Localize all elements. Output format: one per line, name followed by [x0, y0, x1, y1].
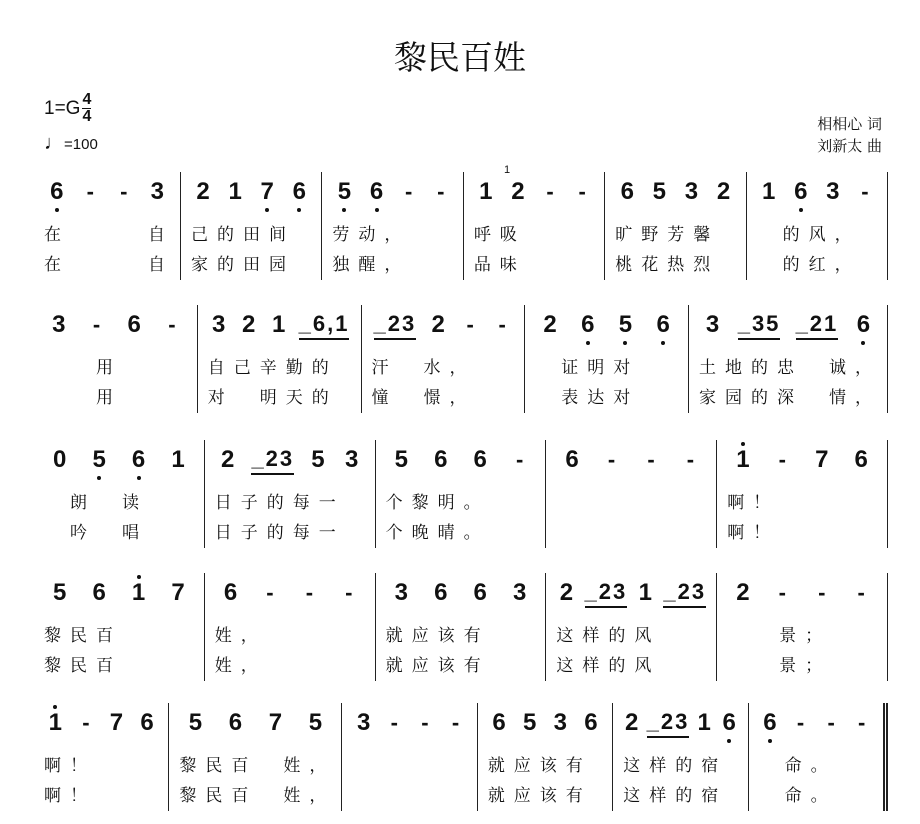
note: 3 — [150, 178, 164, 205]
lyric-verse-1: 啊！ — [44, 756, 96, 776]
note: 6 — [92, 579, 106, 606]
note: 7 — [268, 709, 283, 736]
lyric-verse-1: 这样的宿 — [623, 756, 728, 776]
note: 5 — [394, 446, 408, 473]
sustain-dash: - — [437, 179, 445, 204]
sustain-dash: - — [168, 312, 176, 337]
note: 2 — [242, 311, 256, 338]
sustain-dash: - — [861, 179, 869, 204]
sustain-dash: - — [404, 179, 413, 204]
note-row — [552, 440, 710, 480]
lyric-verse-1: 个黎明。 — [385, 493, 490, 513]
lyric-verse-2: 命。 — [758, 786, 837, 806]
lyric-verse-1: 就应该有 — [487, 756, 592, 776]
lyric-verse-2: 品味 — [473, 255, 526, 275]
measure — [376, 573, 547, 681]
measure-row — [34, 305, 888, 413]
lyric-verse-2: 独醒， — [332, 255, 411, 275]
note: 6 — [223, 579, 238, 606]
lyric-verse-1: 就应该有 — [385, 626, 490, 646]
lyric-verse-2: 黎民百 姓， — [179, 786, 336, 806]
lyric-verse-1: 己的田间 — [191, 225, 295, 245]
note-row — [175, 703, 335, 743]
lyric-verse-2: 在 自 — [44, 255, 174, 275]
sustain-dash: - — [120, 179, 128, 204]
staff-system — [34, 440, 888, 548]
note: 7 — [171, 579, 185, 606]
note: 1 — [733, 446, 753, 474]
lyric-verse-1: 证明对 — [535, 358, 640, 378]
note: 2 — [716, 178, 731, 205]
lyric-verse-1: 的风， — [756, 225, 861, 245]
measure — [525, 305, 689, 413]
tempo-value: =100 — [64, 136, 98, 153]
note-row — [695, 305, 881, 345]
sustain-dash: - — [498, 312, 506, 337]
lyric-verse-1: 黎民百 — [44, 626, 122, 646]
note: 6 — [47, 178, 67, 206]
note: 6 — [578, 311, 598, 339]
time-signature — [82, 92, 91, 125]
eighth-note-group: _23 — [374, 311, 417, 340]
note: 6 — [791, 178, 811, 206]
lyric-verse-1: 日子的每一 — [214, 493, 345, 513]
note-row — [40, 305, 191, 345]
lyric-verse-2: 吟 唱 — [44, 523, 148, 543]
note: 0 — [53, 446, 67, 473]
note: 6 — [140, 709, 154, 736]
note: 3 — [553, 709, 567, 736]
note-row — [204, 305, 355, 345]
note: 5 — [308, 709, 323, 736]
measure — [717, 440, 888, 548]
note: 1 — [761, 178, 776, 205]
lyric-verse-2 — [552, 518, 710, 548]
measure — [747, 172, 888, 280]
note-row — [484, 703, 606, 743]
measure — [34, 703, 169, 811]
lyric-verse-1: 劳动， — [332, 225, 411, 245]
note: 3 — [212, 311, 226, 338]
sustain-dash: - — [778, 447, 786, 472]
measure — [376, 440, 547, 548]
note-row — [382, 440, 540, 480]
eighth-note-group: _23 — [585, 579, 628, 608]
lyric-verse-2: 用 — [44, 388, 122, 408]
eighth-note-group: _23 — [663, 579, 706, 608]
measure — [205, 573, 376, 681]
sustain-dash: - — [421, 710, 429, 735]
note: 2 — [736, 579, 750, 606]
lyric-verse-1: 自己辛勤的 — [207, 358, 338, 378]
eighth-note-group: _35 — [738, 311, 781, 340]
note-row — [348, 703, 470, 743]
note: 5 — [615, 311, 635, 339]
measure — [717, 573, 888, 681]
note: 6 — [129, 446, 149, 474]
note-row — [40, 573, 198, 613]
note: 2 — [559, 579, 574, 606]
measure — [198, 305, 362, 413]
measure-row — [34, 573, 888, 681]
lyric-verse-1: 啊！ — [727, 493, 780, 513]
lyric-verse-1: 土地的忠 诚， — [699, 358, 881, 378]
sustain-dash: - — [466, 312, 474, 337]
measure — [689, 305, 888, 413]
note-row — [40, 703, 162, 743]
measure — [613, 703, 748, 811]
note-row — [531, 305, 682, 345]
sustain-dash: - — [390, 710, 398, 735]
lyric-verse-2: 表达对 — [535, 388, 640, 408]
lyric-verse-2: 桃花热烈 — [615, 255, 720, 275]
note: 3 — [394, 579, 408, 606]
sustain-dash: - — [305, 580, 314, 605]
note: 6 — [473, 446, 487, 473]
sustain-dash: - — [578, 179, 586, 204]
sustain-dash: - — [647, 447, 655, 472]
note-row — [40, 172, 174, 212]
lyric-verse-1: 黎民百 姓， — [179, 756, 336, 776]
note: 1 — [479, 178, 493, 205]
note: 2 — [220, 446, 235, 473]
note: 6 — [760, 709, 780, 737]
lyric-verse-1: 姓， — [214, 626, 267, 646]
note: 6 — [367, 178, 387, 206]
lyric-verse-2: 这样的风 — [556, 656, 661, 676]
measure — [546, 573, 717, 681]
note: 3 — [826, 178, 840, 205]
lyric-verse-2: 对 明天的 — [207, 388, 338, 408]
sustain-dash: - — [515, 447, 524, 472]
note-row — [211, 440, 369, 480]
note: 6 — [228, 709, 243, 736]
note-row — [619, 703, 741, 743]
lyric-verse-1: 这样的风 — [556, 626, 661, 646]
sustain-dash: - — [818, 580, 826, 605]
note: 6 — [434, 446, 448, 473]
staff-system — [34, 703, 888, 811]
note: 1 — [697, 709, 711, 736]
lyricist: 相相心 词 — [817, 115, 882, 133]
sustain-dash: - — [858, 710, 866, 735]
sustain-dash: - — [857, 580, 865, 605]
credits — [817, 113, 882, 157]
lyric-verse-2: 这样的宿 — [623, 786, 728, 806]
lyric-verse-2: 憧 憬， — [371, 388, 476, 408]
note-row — [552, 573, 710, 613]
measure — [34, 573, 205, 681]
measure-row — [34, 164, 888, 280]
staff-system — [34, 305, 888, 413]
note: 2 — [543, 311, 557, 338]
lyric-verse-2: 景； — [727, 656, 832, 676]
note: 5 — [188, 709, 203, 736]
note: 1 — [171, 446, 185, 473]
lyric-verse-2: 日子的每一 — [214, 523, 345, 543]
note: 5 — [334, 178, 354, 206]
note: 6 — [565, 446, 579, 473]
lyric-verse-2: 啊！ — [44, 786, 96, 806]
note: 1 — [638, 579, 652, 606]
note: 7 — [257, 178, 277, 206]
note: 2 1 — [503, 164, 525, 205]
lyric-verse-1: 旷野芳馨 — [615, 225, 720, 245]
note: 3 — [512, 579, 527, 606]
note: 1 — [129, 579, 149, 607]
sustain-dash: - — [778, 580, 786, 605]
note-row — [723, 573, 881, 613]
measure — [205, 440, 376, 548]
measure — [478, 703, 613, 811]
measure — [34, 440, 205, 548]
sustain-dash: - — [686, 447, 695, 472]
sustain-dash: - — [266, 580, 274, 605]
sustain-dash: - — [546, 179, 554, 204]
eighth-note-group: _23 — [647, 709, 690, 738]
lyric-verse-2: 姓， — [214, 656, 267, 676]
staff-system — [34, 164, 888, 280]
sustain-dash: - — [827, 710, 835, 735]
lyric-verse-1: 呼吸 — [473, 225, 526, 245]
note-row — [40, 440, 198, 480]
time-bottom: 4 — [82, 108, 92, 125]
note: 6 — [492, 709, 506, 736]
measure — [749, 703, 888, 811]
note-row — [328, 172, 456, 212]
sustain-dash: - — [345, 580, 353, 605]
note: 3 — [357, 709, 371, 736]
note: 6 — [289, 178, 309, 206]
note-row — [211, 573, 369, 613]
measure — [605, 172, 746, 280]
sustain-dash: - — [607, 447, 616, 472]
note: 5 — [89, 446, 109, 474]
note-row — [187, 172, 315, 212]
measure — [169, 703, 342, 811]
lyric-verse-2: 家的田园 — [191, 255, 295, 275]
note: 6 — [853, 311, 873, 339]
key-label: 1=G — [44, 97, 81, 119]
lyric-verse-2: 的红， — [756, 255, 861, 275]
lyric-verse-1: 景； — [727, 626, 832, 646]
note-row — [382, 573, 540, 613]
note: 2 — [196, 178, 210, 205]
note: 3 — [684, 178, 699, 205]
grace-note: 1 — [503, 164, 511, 176]
sustain-dash: - — [82, 710, 90, 735]
note-row — [611, 172, 739, 212]
eighth-note-group: _21 — [796, 311, 839, 340]
measure — [181, 172, 322, 280]
sustain-dash: - — [92, 312, 101, 337]
note: 6 — [127, 311, 141, 338]
eighth-note-group: _6,1 — [299, 311, 350, 340]
note: 1 — [45, 709, 65, 737]
note: 5 — [53, 579, 67, 606]
note-row — [755, 703, 877, 743]
tempo-marking — [44, 132, 98, 155]
note: 6 — [584, 709, 598, 736]
lyric-verse-2: 黎民百 — [44, 656, 122, 676]
lyric-verse-2: 个晚晴。 — [385, 523, 490, 543]
measure — [342, 703, 477, 811]
lyric-verse-1: 用 — [44, 358, 122, 378]
lyric-verse-1: 在 自 — [44, 225, 174, 245]
measure-row — [34, 440, 888, 548]
note-row — [470, 164, 598, 212]
note: 6 — [854, 446, 868, 473]
note: 1 — [228, 178, 242, 205]
note-row — [753, 172, 881, 212]
note: 3 — [52, 311, 66, 338]
composer: 刘新太 曲 — [817, 137, 882, 155]
time-top: 4 — [82, 91, 92, 108]
measure — [34, 172, 181, 280]
lyric-verse-1: 朗 读 — [44, 493, 148, 513]
note-row — [723, 440, 881, 480]
staff-system — [34, 573, 888, 681]
lyric-verse-1: 命。 — [758, 756, 837, 776]
note: 2 — [624, 709, 639, 736]
note: 7 — [815, 446, 829, 473]
note: 6 — [719, 709, 739, 737]
measure — [546, 440, 717, 548]
note: 2 — [431, 311, 445, 338]
note: 7 — [109, 709, 124, 736]
note: 3 — [345, 446, 359, 473]
measure-row — [34, 703, 888, 811]
key-signature — [44, 92, 91, 125]
note: 5 — [523, 709, 537, 736]
quarter-note-icon: ♩ — [44, 132, 64, 154]
measure — [464, 164, 605, 280]
sustain-dash: - — [796, 710, 805, 735]
note: 3 — [705, 311, 720, 338]
sustain-dash: - — [86, 179, 94, 204]
note: 6 — [473, 579, 487, 606]
song-title: 黎民百姓 — [394, 38, 526, 77]
note-row — [368, 305, 519, 345]
note: 6 — [434, 579, 448, 606]
sustain-dash: - — [451, 710, 460, 735]
measure — [34, 305, 198, 413]
lyric-verse-1 — [552, 488, 710, 518]
note: 5 — [311, 446, 325, 473]
lyric-verse-2: 就应该有 — [385, 656, 490, 676]
measure — [322, 172, 463, 280]
lyric-verse-1 — [348, 751, 470, 781]
note: 6 — [620, 178, 634, 205]
note: 6 — [653, 311, 673, 339]
measure — [362, 305, 526, 413]
lyric-verse-2: 啊！ — [727, 523, 780, 543]
note: 5 — [652, 178, 667, 205]
lyric-verse-2 — [348, 781, 470, 811]
lyric-verse-2: 就应该有 — [487, 786, 592, 806]
lyric-verse-2: 家园的深 情， — [699, 388, 881, 408]
note: 1 — [271, 311, 286, 338]
eighth-note-group: _23 — [251, 446, 294, 475]
lyric-verse-1: 汗 水， — [371, 358, 476, 378]
